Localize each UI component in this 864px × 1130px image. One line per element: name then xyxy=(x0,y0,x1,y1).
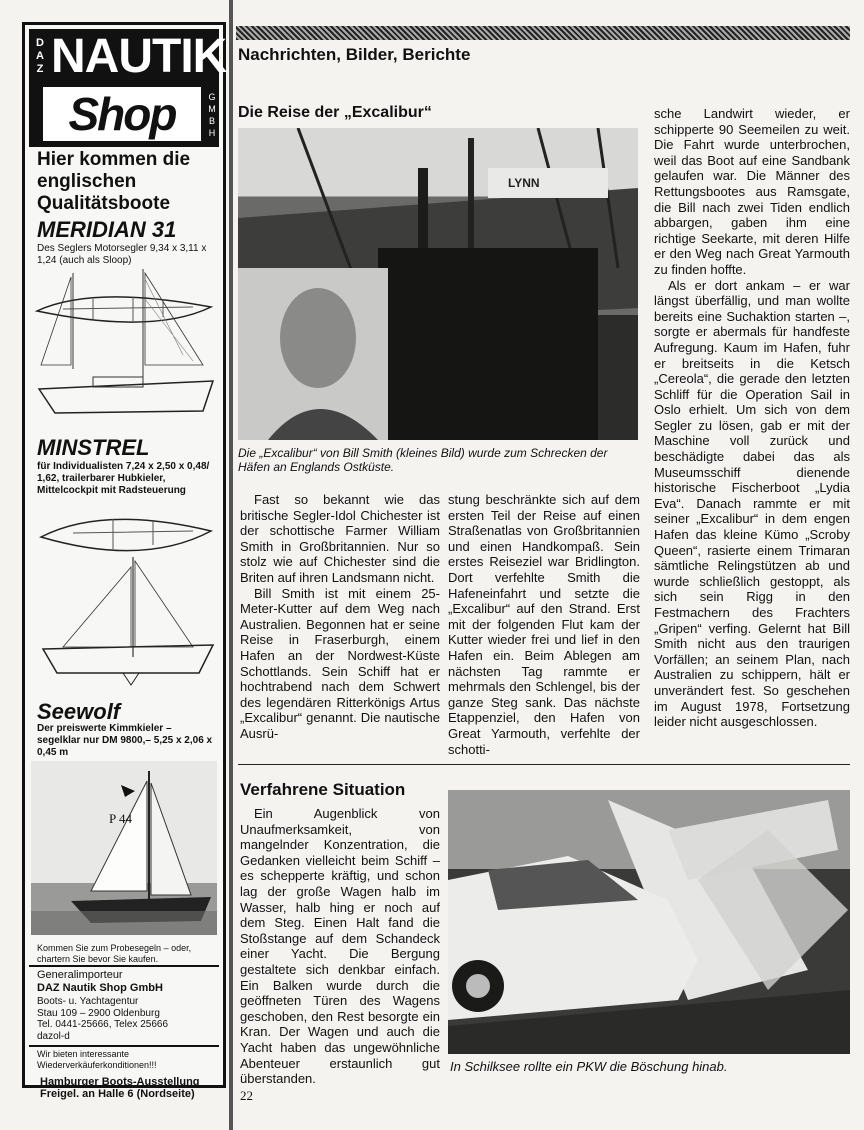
car-yacht-photo xyxy=(448,790,850,1054)
boat-name-seewolf: Seewolf xyxy=(37,699,121,724)
photo-ship-lettering: LYNN xyxy=(508,176,540,190)
column-rule xyxy=(229,0,233,1130)
logo-daz: DAZ xyxy=(36,37,44,75)
excalibur-photo xyxy=(238,128,638,440)
article1-title: Die Reise der „Excalibur“ xyxy=(238,104,432,121)
nautik-shop-logo xyxy=(29,29,227,147)
article1-col3: sche Landwirt wieder, er schipperte 90 Seemeilen zu weit. Die Fahrt wurde unterbrochen, weil das Boot auf eine Sandbank gelaufen war. Die Männer des Rettungsbootes aus Ramsgate, die Bill nach zwei Tiden endlich abbargen, gaben ihm eine richtige Seekarte, mit deren Hilfe er den Weg nach Great Yarmouth zu finden hoffte. Als er dort ankam – er war längst überfällig, und man wollte bereits eine Suchaktion starten –, sorgte er abermals für handfeste Aufregung. Kaum im Hafen, fuhr er breitseits in die Ketsch „Cereola“, die gerade den letzten Schliff für die Operation Sail in Oslo erhielt. Um sich von dem Segler zu lösen, gab er mit der Maschine voll zurück und beschädigte dabei das als Museumsschiff dienende historische Fischerboot „Lydia Eva“. Danach rammte er mit seiner „Excalibur“ in dem engen Hafen das kleine Kümo „Scroby Queen“, rasierte einem Trimaran sämtliche Relingstützen ab und wurde schließlich gestoppt, als sich sein Rigg in den Festmachern des Frachters „Gripen“ verfing. Gelernt hat Bill Smith nicht aus den traurigen Vorfällen; an seinem Plan, nach Australien zu schippern, hält er unverändert fest. So geschehen im August 1978, Fortsetzung leider nicht ausgeschlossen. xyxy=(654,106,850,730)
minstrel-plan-drawing xyxy=(33,497,219,687)
ad-divider-2 xyxy=(29,1045,219,1047)
ad-divider xyxy=(29,965,219,967)
boat-name-minstrel: MINSTREL xyxy=(37,435,150,460)
article1-col1: Fast so bekannt wie das britische Segler-Idol Chichester ist der schottische Farmer William Smith in Großbritannien. Nur so stolz wie auf Chichester sind die Briten auf ihren Landsmann nicht. Bill Smith ist mit einem 25-Meter-Kutter auf dem Weg nach Australien. Begonnen hat er seine Reise in Fraserburgh, einem Hafen an der Nordwest-Küste Schottlands. Sein Schiff hat er hochtrabend nach dem Schwert des legendären Ritterkönigs Artus „Excalibur“ genannt. Die nautische Ausrü- xyxy=(240,492,440,741)
logo-shop: Shop xyxy=(43,87,201,141)
logo-gmbh: GMBH xyxy=(208,92,216,138)
article2-title: Verfahrene Situation xyxy=(240,780,406,799)
seewolf-photo xyxy=(31,761,217,935)
ad-messe: Hamburger Boots-Ausstellung Freigel. an Halle 6 (Nordseite) xyxy=(40,1076,200,1100)
article2-text: Ein Augenblick von Unaufmerksamkeit, von mangelnder Konzentration, die Gedanken vielleicht beim Schiff – es schepperte kräftig, und schon lag der große Wagen halb im Wasser, halb hing er noch auf dem Steg. Einen Halt fand die Stoßstange auf dem Schandeck einer Yacht. Die Bergung gestaltete sich denkbar einfach. Ein Balken wurde durch die geöffneten Türen des Wagens geschoben, den Rest besorgte ein Kran. Der Wagen und auch die Yacht haben das ungewöhnliche Abenteuer erstaunlich gut überstanden. xyxy=(240,806,440,1087)
boat-desc-seewolf: Der preiswerte Kimmkieler – segelklar nur DM 9800,– 5,25 x 2,06 x 0,45 m xyxy=(37,723,213,758)
ad-company: DAZ Nautik Shop GmbH xyxy=(37,982,163,994)
ad-probesegeln: Kommen Sie zum Probesegeln – oder, chartern Sie bevor Sie kaufen. xyxy=(37,943,192,964)
article2-caption: In Schilksee rollte ein PKW die Böschung hinab. xyxy=(450,1059,728,1074)
boat-desc-minstrel: für Individualisten 7,24 x 2,50 x 0,48/ 1,62, trailerbarer Hubkieler, Mittelcockpit mit Radsteuerung xyxy=(37,461,210,496)
article1-caption: Die „Excalibur“ von Bill Smith (kleines Bild) wurde zum Schrecken der Häfen an Englands Ostküste. xyxy=(238,446,608,474)
article1-col2: stung beschränkte sich auf dem ersten Teil der Reise auf einen Straßenatlas von Großbritannien und einen Handkompaß. Sein erstes Reiseziel war Bridlington. Dort verfehlte Smith die Hafeneinfahrt und setzte die „Excalibur“ auf den Strand. Erst mit der folgenden Flut kam der Kutter wieder frei und lief in den Hafen ein. Beim Ablegen am nächsten Tag rammte er mehrmals den Schlengel, bis der ganze Steg sank. Das nächste Etappenziel, den Hafen von Great Yarmouth, verfehlte der schotti- xyxy=(448,492,640,757)
logo-nautik: NAUTIK xyxy=(51,30,227,83)
ad-headline: Hier kommen die englischen Qualitätsboote xyxy=(37,149,191,214)
sail-number: P 44 xyxy=(109,811,132,826)
boat-desc-meridian: Des Seglers Motorsegler 9,34 x 3,11 x 1,24 (auch als Sloop) xyxy=(37,243,207,266)
nautik-shop-ad xyxy=(22,22,226,1088)
ad-wir-bieten: Wir bieten interessante Wiederverkäuferkonditionen!!! xyxy=(37,1049,157,1070)
section-title: Nachrichten, Bilder, Berichte xyxy=(238,45,471,64)
meridian-plan-drawing xyxy=(33,269,219,419)
header-band xyxy=(236,26,850,40)
boat-name-meridian: MERIDIAN 31 xyxy=(37,217,177,242)
ad-address: Boots- u. Yachtagentur Stau 109 – 2900 Oldenburg Tel. 0441-25666, Telex 25666 dazol-d xyxy=(37,996,169,1042)
ad-generalimporteur: Generalimporteur xyxy=(37,969,123,981)
page-number: 22 xyxy=(240,1088,253,1103)
article-divider xyxy=(238,764,850,765)
